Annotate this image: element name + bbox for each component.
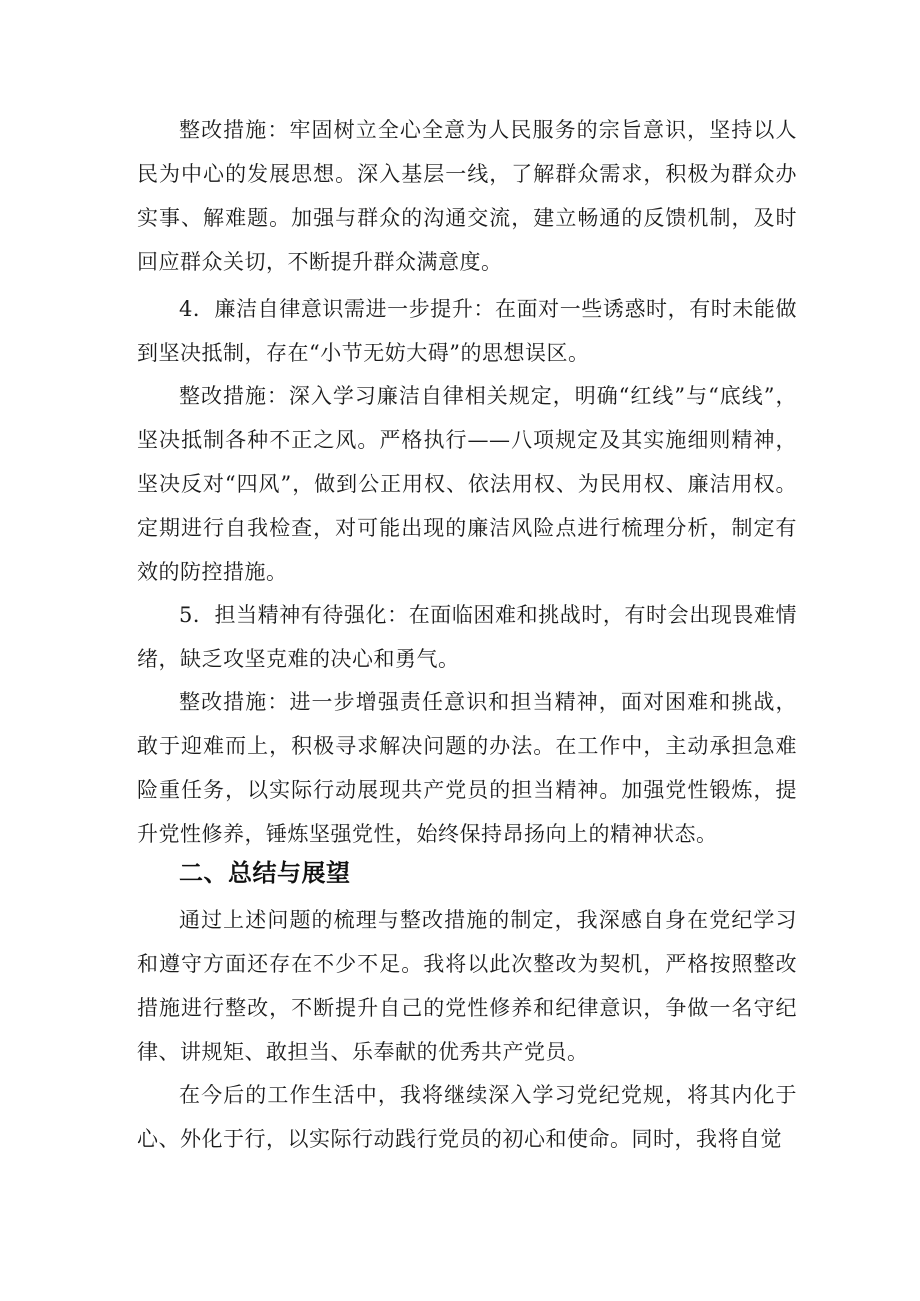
paragraph-measures-1: 整改措施：牢固树立全心全意为人民服务的宗旨意识，坚持以人民为中心的发展思想。深入基层一线，了解群众需求，积极为群众办实事、解难题。加强与群众的沟通交流，建立畅通的反馈机制，及时回应群众关切，不断提升群众满意度。 [137,118,797,274]
section-heading: 二、总结与展望 [179,859,351,887]
paragraph-summary-2: 在今后的工作生活中，我将继续深入学习党纪党规，将其内化于心、外化于行，以实际行动践行党员的初心和使命。同时，我将自觉 [137,1083,797,1151]
paragraph-item-5: 5．担当精神有待强化：在面临困难和挑战时，有时会出现畏难情绪，缺乏攻坚克难的决心和勇气。 [137,603,797,671]
paragraph-item-4: 4．廉洁自律意识需进一步提升：在面对一些诱惑时，有时未能做到坚决抵制，存在“小节无妨大碍”的思想误区。 [137,297,797,365]
paragraph-measures-2: 整改措施：深入学习廉洁自律相关规定，明确“红线”与“底线”，坚决抵制各种不正之风。严格执行——八项规定及其实施细则精神，坚决反对“四风”，做到公正用权、依法用权、为民用权、廉洁用权。定期进行自我检查，对可能出现的廉洁风险点进行梳理分析，制定有效的防控措施。 [137,384,797,584]
paragraph-measures-3: 整改措施：进一步增强责任意识和担当精神，面对困难和挑战，敢于迎难而上，积极寻求解决问题的办法。在工作中，主动承担急难险重任务，以实际行动展现共产党员的担当精神。加强党性锻炼，提升党性修养，锤炼坚强党性，始终保持昂扬向上的精神状态。 [137,690,797,846]
paragraph-summary-1: 通过上述问题的梳理与整改措施的制定，我深感自身在党纪学习和遵守方面还存在不少不足。我将以此次整改为契机，严格按照整改措施进行整改，不断提升自己的党性修养和纪律意识，争做一名守纪律、讲规矩、敢担当、乐奉献的优秀共产党员。 [137,908,797,1064]
